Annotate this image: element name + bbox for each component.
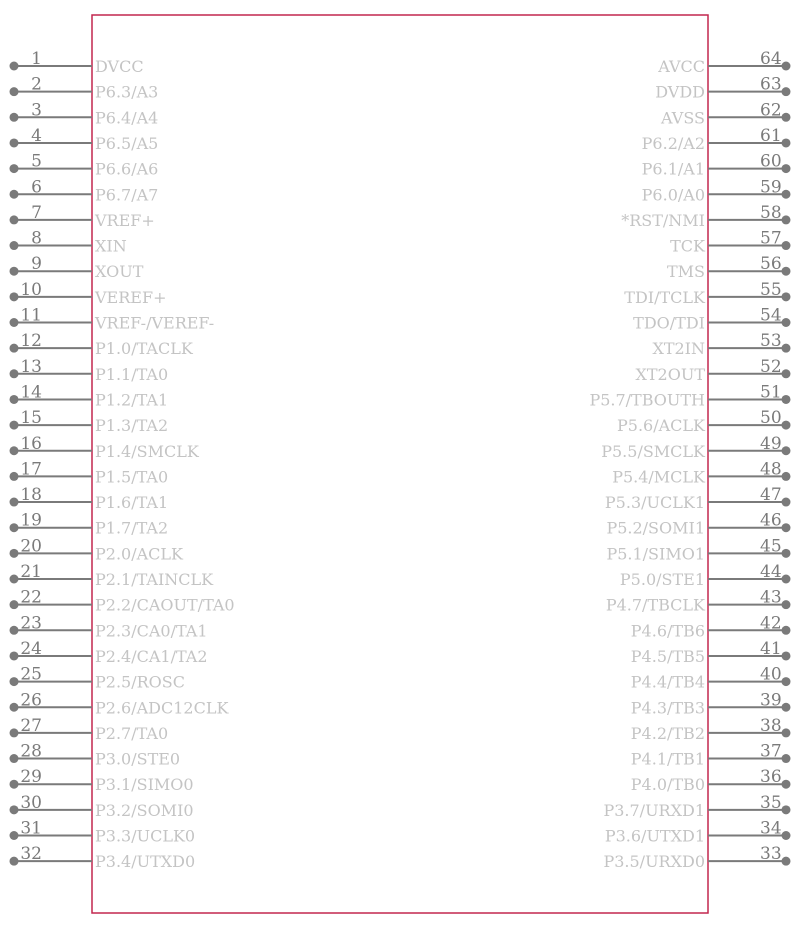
pin-label: P2.4/CA1/TA2 [95,646,208,666]
pin-number: 22 [20,587,42,608]
pin-endpoint [782,626,791,635]
pin-48 [612,459,790,486]
pin-endpoint [782,472,791,481]
pin-endpoint [10,215,19,224]
pin-number: 31 [20,818,42,839]
pin-number: 3 [31,100,42,121]
pin-endpoint [782,728,791,737]
pin-label: P1.7/TA2 [95,518,169,538]
pin-endpoint [10,728,19,737]
pin-endpoint [782,113,791,122]
pin-57 [670,229,790,256]
pin-label: P5.3/UCLK1 [604,493,705,513]
pin-13 [10,357,169,384]
pin-endpoint [782,651,791,660]
pin-15 [10,408,169,435]
pin-52 [635,357,790,384]
pin-label: VREF-/VEREF- [95,313,215,333]
pin-endpoint [10,857,19,866]
pin-endpoint [10,164,19,173]
pin-21 [10,562,215,589]
pin-endpoint [782,523,791,532]
pin-number: 45 [760,536,782,557]
pin-number: 11 [20,305,42,326]
pin-number: 39 [760,690,782,711]
pin-number: 17 [20,459,42,480]
pin-number: 14 [20,382,42,403]
pin-28 [10,742,181,769]
pin-endpoint [10,472,19,481]
pin-24 [10,639,208,666]
pin-12 [10,331,194,358]
pin-number: 7 [31,202,42,223]
pin-number: 48 [760,459,782,480]
pin-endpoint [10,677,19,686]
pin-number: 38 [760,715,782,736]
pin-25 [10,665,185,692]
pin-number: 24 [20,638,42,659]
pin-number: 51 [760,382,782,403]
pin-endpoint [782,498,791,507]
pin-label: P6.6/A6 [95,159,159,179]
pin-43 [606,588,791,615]
pin-endpoint [782,446,791,455]
pin-label: XT2OUT [635,364,705,384]
pin-endpoint [782,549,791,558]
pin-number: 59 [760,177,782,198]
pin-label: P5.1/SIMO1 [606,544,705,564]
pin-number: 9 [31,254,42,275]
pin-label: P3.1/SIMO0 [95,775,194,795]
pin-46 [606,511,790,538]
pin-label: P4.0/TB0 [630,775,705,795]
pin-number: 36 [760,767,782,788]
pin-number: 12 [20,331,42,352]
pin-endpoint [782,87,791,96]
pin-label: AVSS [661,108,705,128]
pin-endpoint [10,446,19,455]
pin-number: 10 [20,279,42,300]
pin-62 [660,100,790,127]
pin-number: 52 [760,356,782,377]
pin-label: P4.3/TB3 [630,698,705,718]
pin-6 [10,177,159,204]
pin-49 [601,434,790,461]
pin-label: P6.1/A1 [641,159,705,179]
pin-endpoint [10,831,19,840]
pin-endpoint [10,421,19,430]
pin-number: 25 [20,664,42,685]
pin-number: 1 [31,49,42,69]
pin-label: P3.6/UTXD1 [604,826,705,846]
pin-label: P3.2/SOMI0 [95,800,194,820]
pin-number: 61 [760,125,782,146]
pin-7 [10,203,155,230]
pin-59 [642,177,791,204]
pin-number: 15 [20,408,42,429]
pin-endpoint [10,651,19,660]
pin-endpoint [782,831,791,840]
pin-label: P2.1/TAINCLK [95,570,214,589]
pin-label: P1.1/TA0 [95,364,169,384]
pin-endpoint [10,575,19,584]
pin-number: 19 [20,510,42,531]
pin-number: 4 [31,125,42,146]
pin-label: P5.7/TBOUTH [589,390,705,410]
pin-number: 29 [20,767,42,788]
pin-endpoint [10,62,19,71]
pin-label: P3.3/UCLK0 [95,826,196,846]
pin-42 [631,613,791,640]
pin-label: P2.5/ROSC [95,672,185,692]
pin-number: 46 [760,510,782,531]
pin-endpoint [10,113,19,122]
pin-endpoint [782,215,791,224]
pin-label: P4.4/TB4 [630,672,705,692]
pin-endpoint [782,344,791,353]
pin-label: P4.5/TB5 [630,646,705,666]
pin-label: P6.2/A2 [641,133,705,153]
pin-34 [605,819,791,846]
pin-38 [631,716,791,743]
pin-label: P6.4/A4 [95,108,159,128]
pin-label: P2.0/ACLK [95,544,183,564]
pin-32 [10,844,196,871]
pin-label: DVCC [95,57,144,76]
pin-endpoint [782,164,791,173]
pin-label: P5.2/SOMI1 [606,518,705,538]
pin-31 [10,819,196,846]
pin-19 [10,511,169,538]
pin-number: 56 [760,254,782,275]
pin-endpoint [782,138,791,147]
pin-number: 35 [760,792,782,813]
pin-16 [10,434,200,461]
pin-endpoint [782,292,791,301]
pin-label: *RST/NMI [621,210,705,230]
pin-endpoint [782,857,791,866]
pin-endpoint [10,600,19,609]
pin-endpoint [10,344,19,353]
pin-54 [633,306,790,333]
pin-label: AVCC [658,57,705,76]
pin-label: P2.7/TA0 [95,723,169,743]
pin-label: P6.3/A3 [95,82,159,102]
pin-64 [657,49,790,76]
pin-35 [603,793,790,820]
pin-label: P3.0/STE0 [95,749,181,769]
pin-number: 63 [760,74,782,95]
pin-label: P2.6/ADC12CLK [95,698,229,718]
pin-number: 27 [20,715,42,736]
pin-label: VEREF+ [95,287,167,307]
pin-label: P5.6/ACLK [617,416,705,436]
pin-label: P1.4/SMCLK [95,441,199,461]
pin-endpoint [10,190,19,199]
pin-label: XOUT [95,262,144,282]
pin-number: 50 [760,408,782,429]
pin-39 [631,690,791,717]
pin-58 [621,203,790,230]
pin-label: P3.7/URXD1 [603,800,705,820]
pin-60 [642,152,791,179]
pin-endpoint [782,267,791,276]
pin-label: TMS [666,262,705,282]
pin-label: XIN [95,236,127,256]
pin-endpoint [782,318,791,327]
pin-endpoint [10,754,19,763]
pin-17 [10,459,169,486]
pin-45 [606,536,790,563]
pin-number: 64 [760,49,782,69]
pin-27 [10,716,169,743]
pin-18 [10,485,169,512]
pin-endpoint [10,523,19,532]
pin-label: P4.7/TBCLK [605,595,705,615]
pin-endpoint [10,549,19,558]
pin-label: P3.4/UTXD0 [95,852,196,872]
pin-3 [10,100,159,127]
pin-number: 30 [20,792,42,813]
pin-number: 58 [760,202,782,223]
pin-number: 55 [760,279,782,300]
pin-40 [631,665,791,692]
pin-number: 34 [760,818,782,839]
pin-number: 28 [20,741,42,762]
pin-endpoint [10,369,19,378]
pin-number: 33 [760,844,782,865]
pin-endpoint [10,267,19,276]
pin-label: P1.6/TA1 [95,493,169,513]
pin-4 [10,126,159,153]
pin-50 [617,408,790,435]
pin-26 [10,690,230,717]
pin-endpoint [10,703,19,712]
pin-number: 44 [760,562,782,582]
pin-number: 41 [760,638,782,659]
pin-number: 62 [760,100,782,121]
pin-endpoint [10,626,19,635]
pin-number: 40 [760,664,782,685]
pin-endpoint [782,190,791,199]
pin-endpoint [782,395,791,404]
pin-endpoint [10,805,19,814]
pin-11 [10,306,215,333]
pin-37 [631,742,791,769]
pin-label: P6.0/A0 [641,185,705,205]
pin-label: P2.2/CAOUT/TA0 [95,595,235,615]
pin-number: 8 [31,228,42,249]
pin-endpoint [10,318,19,327]
pin-61 [642,126,791,153]
pin-30 [10,793,194,820]
pin-label: P4.1/TB1 [630,749,705,769]
pin-number: 57 [760,228,782,249]
pin-number: 6 [31,177,42,198]
pin-29 [10,767,194,794]
pin-endpoint [782,575,791,584]
pin-endpoint [782,369,791,378]
pin-endpoint [10,241,19,250]
pin-endpoint [10,87,19,96]
pin-label: P4.2/TB2 [630,723,705,743]
pin-number: 47 [760,485,782,506]
pin-endpoint [782,600,791,609]
pin-number: 18 [20,485,42,506]
pin-number: 16 [20,433,42,454]
pin-56 [667,254,791,281]
pin-14 [10,382,169,409]
pin-endpoint [782,62,791,71]
pin-label: VREF+ [95,210,155,230]
pin-2 [10,75,159,102]
pin-endpoint [782,703,791,712]
pin-number: 37 [760,741,782,762]
pin-63 [655,75,790,102]
pin-label: XT2IN [652,339,705,359]
pin-51 [589,382,790,409]
pin-number: 13 [20,356,42,377]
pin-endpoint [782,677,791,686]
pin-number: 49 [760,433,782,454]
pin-label: P1.0/TACLK [95,339,193,359]
pin-endpoint [10,498,19,507]
pin-label: TCK [670,236,705,256]
pin-36 [631,767,791,794]
pin-9 [10,254,144,281]
left-pin-group [10,49,235,871]
pin-label: DVDD [655,82,705,102]
pin-41 [631,639,791,666]
pin-number: 21 [20,562,42,582]
pin-22 [10,588,235,615]
pin-label: P4.6/TB6 [630,621,705,641]
pin-label: P6.5/A5 [95,133,159,153]
pin-endpoint [10,780,19,789]
pin-44 [620,562,791,589]
pin-23 [10,613,208,640]
pin-endpoint [782,780,791,789]
pin-number: 20 [20,536,42,557]
pin-5 [10,152,159,179]
pin-number: 54 [760,305,782,326]
pin-number: 32 [20,844,42,865]
pin-number: 2 [31,74,42,95]
pin-endpoint [10,395,19,404]
pin-endpoint [782,421,791,430]
pin-number: 23 [20,613,42,634]
pin-endpoint [782,754,791,763]
pin-label: P5.0/STE1 [619,570,705,589]
pin-label: P2.3/CA0/TA1 [95,621,208,641]
pin-label: P1.2/TA1 [95,390,169,410]
pin-label: P1.3/TA2 [95,416,169,436]
pin-53 [652,331,790,358]
pin-endpoint [10,138,19,147]
pin-8 [10,229,127,256]
pin-number: 26 [20,690,42,711]
pin-number: 43 [760,587,782,608]
pin-number: 60 [760,151,782,172]
right-pin-group [589,49,790,871]
pin-number: 53 [760,331,782,352]
pin-label: P6.7/A7 [95,185,159,205]
pin-47 [605,485,791,512]
pin-label: P5.4/MCLK [612,467,705,487]
pin-endpoint [10,292,19,301]
pin-endpoint [782,805,791,814]
pin-label: P1.5/TA0 [95,467,169,487]
pin-20 [10,536,185,563]
pin-10 [10,280,167,307]
pin-label: P5.5/SMCLK [601,441,705,461]
pin-number: 42 [760,613,782,634]
pin-number: 5 [31,151,42,172]
pin-label: TDI/TCLK [624,287,705,307]
pin-endpoint [782,241,791,250]
pin-label: P3.5/URXD0 [603,852,705,872]
pin-label: TDO/TDI [633,313,705,333]
pin-1 [10,49,144,76]
pin-33 [603,844,790,871]
